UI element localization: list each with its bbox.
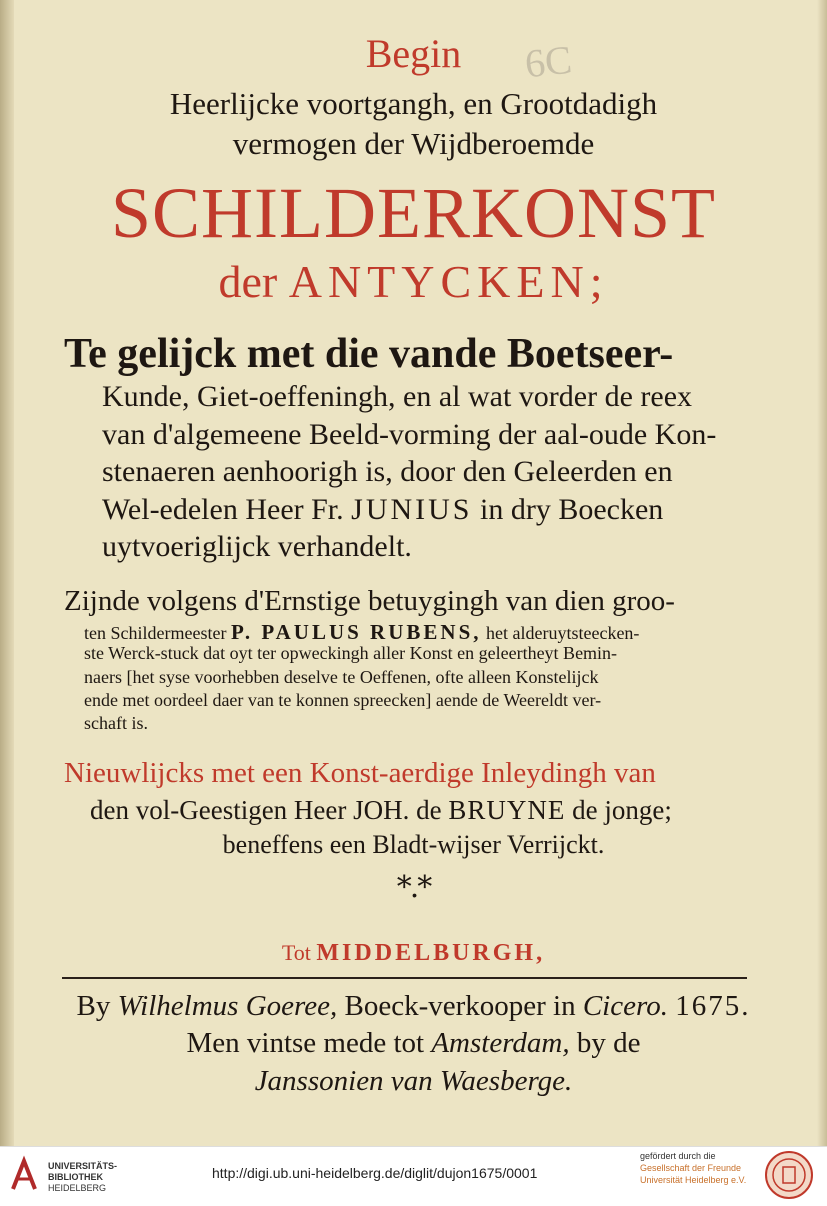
asterism-ornament: *.* [396, 870, 431, 905]
library-name [48, 1161, 117, 1194]
para1-line-5 [102, 493, 663, 527]
title-line-antycken [20, 255, 807, 308]
library-line-3: HEIDELBERG [48, 1183, 107, 1193]
permalink-url[interactable]: http://digi.ub.uni-heidelberg.de/diglit/dujon1675/0001 [212, 1165, 538, 1181]
heer-text: Wel-edelen Heer Fr. [102, 493, 344, 526]
para2-line-5: ende met oordeel daer van te konnen spreecken] aende de Weereldt ver- [84, 690, 602, 710]
schildermeester-text: ten Schildermeester [84, 623, 227, 643]
para3-line-2 [90, 795, 672, 826]
boecken-text: in dry Boecken [480, 493, 664, 526]
separator-rule [62, 977, 747, 979]
bruyne-name: BRUYNE [448, 795, 566, 825]
middelburgh-text: MIDDELBURGH, [316, 940, 546, 966]
byde-text: by de [576, 1027, 641, 1059]
rubens-name: P. PAULUS RUBENS, [230, 620, 482, 644]
sponsor-line-1: gefördert durch die [640, 1151, 716, 1161]
para2-line-3: ste Werck-stuck dat oyt ter opweckingh aller Konst en geleertheyt Bemin- [84, 643, 618, 663]
begin-heading: Begin [365, 31, 462, 76]
alderuytsteecken-text: het alderuytsteecken- [486, 623, 640, 643]
antycken-word: ANTYCKEN; [288, 256, 609, 307]
para1-line-1: Te gelijck met die vande Boetseer- [64, 331, 674, 377]
verkooper-text: Boeck-verkooper in [344, 990, 576, 1022]
main-title: SCHILDERKONST [110, 173, 717, 253]
subtitle-line-1: Heerlijcke voortgangh, en Grootdadigh [169, 86, 658, 121]
imprint-line-2 [20, 1027, 807, 1060]
tot-text: Tot [281, 940, 311, 965]
para1-line-3: van d'algemeene Beeld-vorming der aal-oude Kon- [102, 418, 717, 451]
para1-line-6: uytvoeriglijck verhandelt. [102, 530, 412, 563]
sponsor-line-2: Gesellschaft der Freunde [640, 1163, 742, 1173]
jonge-text: de jonge; [572, 795, 672, 825]
der-word: der [218, 256, 278, 307]
para1-line-4: stenaeren aenhoorigh is, door den Geleerden en [102, 455, 673, 488]
vintse-text: Men vintse mede tot [186, 1027, 425, 1059]
sponsor-line-3: Universität Heidelberg e.V. [640, 1175, 747, 1185]
imprint-line-3: Janssonien van Waesberge. [254, 1065, 573, 1097]
library-line-2: BIBLIOTHEK [48, 1172, 103, 1182]
society-seal-icon [764, 1150, 814, 1200]
goeree-name: Wilhelmus Goeree, [117, 990, 338, 1022]
para3-line-3: beneffens een Bladt-wijser Verrijckt. [222, 830, 605, 859]
library-line-1: UNIVERSITÄTS- [48, 1161, 118, 1171]
de-text: de [416, 795, 442, 825]
para2-line-1: Zijnde volgens d'Ernstige betuygingh van dien groo- [64, 585, 675, 617]
university-library-logo-icon [10, 1155, 38, 1193]
by-text: By [76, 990, 111, 1022]
pencil-mark: 6C [522, 36, 574, 87]
place-line [20, 940, 807, 967]
year-text: 1675. [675, 990, 751, 1022]
joh-text: JOH. [353, 795, 410, 825]
para2-line-6: schaft is. [84, 713, 148, 733]
junius-name: JUNIUS [351, 493, 473, 526]
imprint-line-1 [20, 990, 807, 1023]
subtitle-line-2: vermogen der Wijdberoemde [232, 126, 595, 161]
amsterdam-text: Amsterdam, [431, 1027, 570, 1059]
sponsor-credit [640, 1150, 746, 1186]
para2-line-2 [84, 620, 639, 645]
para1-line-2: Kunde, Giet-oeffeningh, en al wat vorder de reex [102, 380, 693, 413]
cicero-text: Cicero. [582, 990, 668, 1022]
geestigen-text: den vol-Geestigen Heer [90, 795, 347, 825]
para3-line-1: Nieuwlijcks met een Konst-aerdige Inleydingh van [64, 757, 656, 789]
para2-line-4: naers [het syse voorhebben deselve te Oeffenen, ofte alleen Konstelijck [84, 667, 599, 687]
